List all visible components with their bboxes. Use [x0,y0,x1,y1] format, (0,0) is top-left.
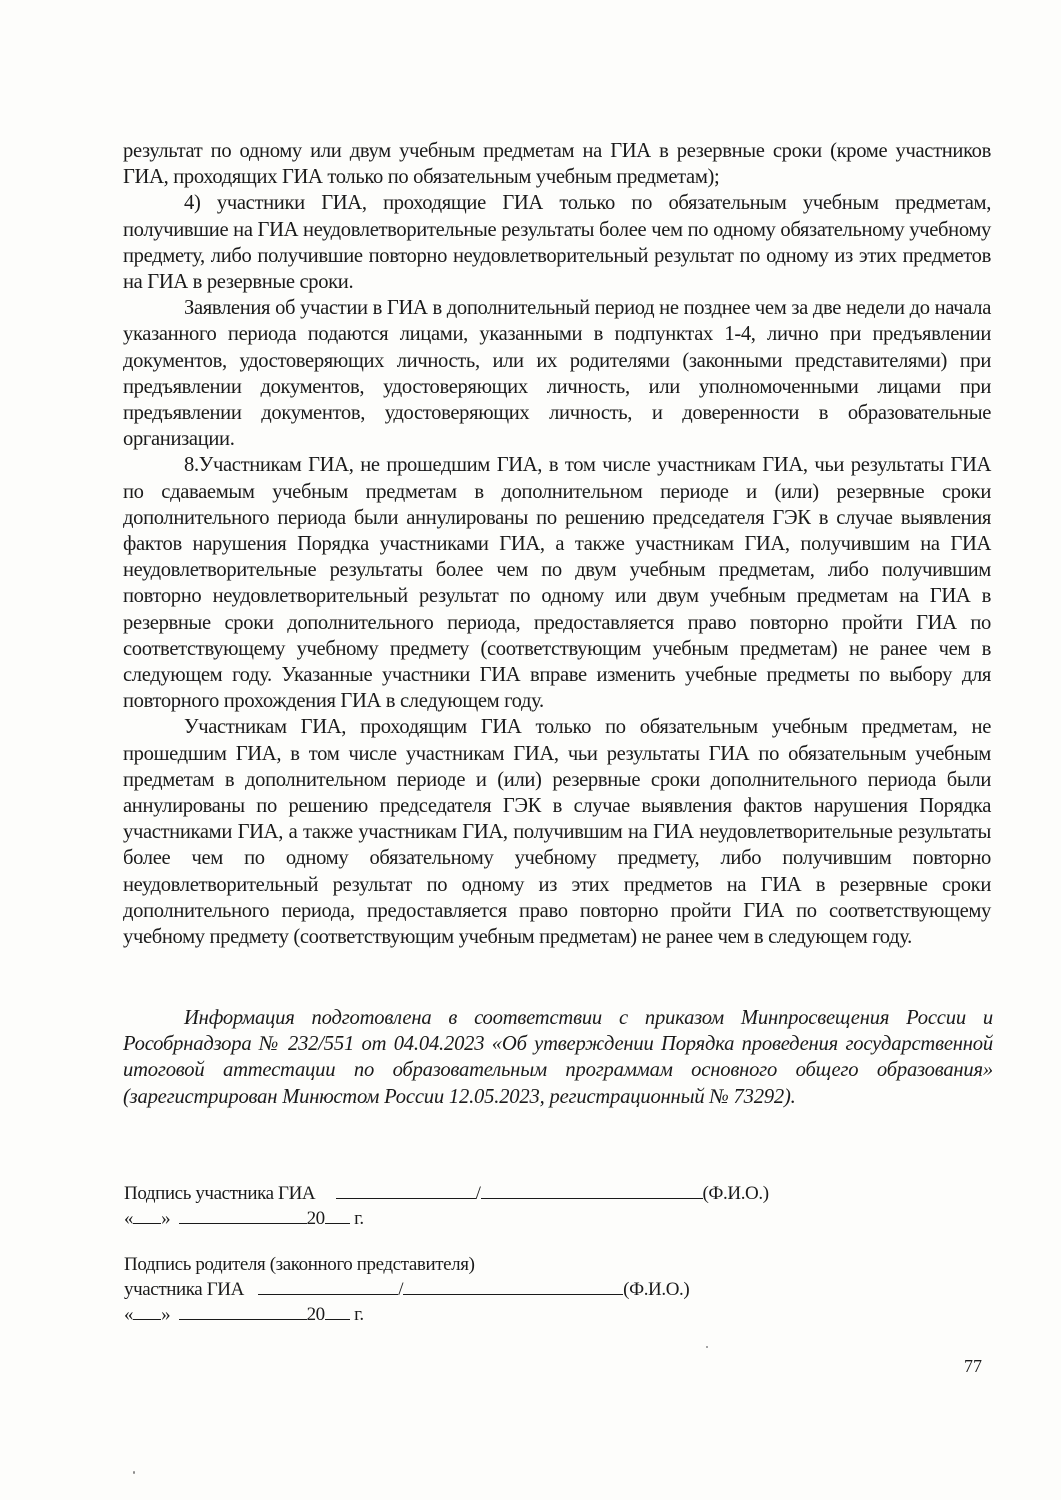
slash-separator: / [475,1183,481,1204]
parent-day-field[interactable] [133,1302,161,1320]
main-text [123,138,991,950]
year-prefix: 20 [306,1304,325,1325]
parent-signature-label-line1: Подпись родителя (законного представителя) [124,1254,475,1275]
participant-date-row [124,1206,769,1231]
paragraph-clause-8: 8.Участникам ГИА, не прошедшим ГИА, в том числе участникам ГИА, чьи результаты ГИА по сдаваемым учебным предметам в дополнительном периоде и (или) резервные сроки дополнительного периода были аннулированы по решению председателя ГЭК в случае выявления фактов нарушения Порядка участниками ГИА, а также участникам ГИА, получившим на ГИА неудовлетворительные результаты более чем по двум учебным предметам, либо получившим повторно неудовлетворительный результат по одному или двум учебным предметам на ГИА в резервные сроки дополнительного периода, предоставляется право повторно пройти ГИА по соответствующему учебному предмету (соответствующим учебным предметам) не ранее чем в следующем году. Указанные участники ГИА вправе изменить учебные предметы по выбору для повторного прохождения ГИА в следующем году. [123,454,991,713]
paragraph-applications: Заявления об участии в ГИА в дополнительный период не позднее чем за две недели до начала указанного периода подаются лицами, указанными в подпунктах 1-4, лично при предъявлении документов, удостоверяющих личность, или их родителями (законными представителями) при предъявлении документов, удостоверяющих личность, или уполномоченными лицами при предъявлении документов, удостоверяющих личность, и доверенности в образовательные организации. [123,297,991,451]
open-quote: « [124,1304,134,1325]
legal-note-text: Информация подготовлена в соответствии с приказом Минпросвещения России и Рособрнадзора № 232/551 от 04.04.2023 «Об утверждении Порядка проведения государственной итоговой аттестации по образовательным программам основного общего образования» (зарегистрирован Минюстом России 12.05.2023, регистрационный № 73292). [123,1007,993,1108]
paragraph-continuation: результат по одному или двум учебным предметам на ГИА в резервные сроки (кроме участников ГИА, проходящих ГИА только по обязательным учебным предметам); [123,140,991,189]
open-quote: « [124,1208,134,1229]
parent-name-field[interactable] [403,1277,623,1295]
slash-separator: / [398,1279,404,1300]
year-suffix: г. [354,1304,364,1325]
close-quote: » [161,1208,171,1229]
scan-speck [706,1346,708,1348]
paragraph-item-4: 4) участники ГИА, проходящие ГИА только по обязательным учебным предметам, получившие на ГИА неудовлетворительные результаты более чем по одному обязательному учебному предмету, либо получившие повторно неудовлетворительный результат по одному из этих предметов на ГИА в резервные сроки. [123,192,991,294]
participant-signature-block [124,1181,769,1231]
parent-year-field[interactable] [325,1302,350,1320]
page-number: 77 [964,1356,982,1376]
participant-month-field[interactable] [179,1206,307,1224]
participant-signature-field[interactable] [336,1181,476,1199]
participant-signature-row [124,1181,769,1206]
close-quote: » [161,1304,171,1325]
participant-name-field[interactable] [481,1181,703,1199]
year-prefix: 20 [306,1208,325,1229]
parent-signature-label: участника ГИА [124,1279,244,1300]
participant-day-field[interactable] [133,1206,161,1224]
parent-signature-row [124,1277,689,1302]
participant-signature-label: Подпись участника ГИА [124,1183,316,1204]
parent-signature-block [124,1253,689,1327]
fio-label: (Ф.И.О.) [702,1183,769,1204]
paragraph-mandatory-subjects: Участникам ГИА, проходящим ГИА только по обязательным учебным предметам, не прошедшим ГИА, в том числе участникам ГИА, чьи результаты ГИА по обязательным учебным предметам в дополнительном периоде и (или) резервные сроки дополнительного периода были аннулированы по решению председателя ГЭК в случае выявления фактов нарушения Порядка участниками ГИА, а также участникам ГИА, получившим на ГИА неудовлетворительные результаты более чем по одному обязательному учебному предмету, либо получившим повторно неудовлетворительный результат по одному из этих предметов на ГИА в резервные сроки дополнительного периода, предоставляется право повторно пройти ГИА по соответствующему учебному предмету (соответствующим учебным предметам) не ранее чем в следующем году. [123,716,991,949]
year-suffix: г. [354,1208,364,1229]
participant-year-field[interactable] [325,1206,350,1224]
parent-signature-field[interactable] [258,1277,398,1295]
scan-speck [133,1471,135,1474]
parent-month-field[interactable] [179,1302,307,1320]
legal-note [123,1005,993,1110]
fio-label: (Ф.И.О.) [623,1279,690,1300]
parent-date-row [124,1302,689,1327]
